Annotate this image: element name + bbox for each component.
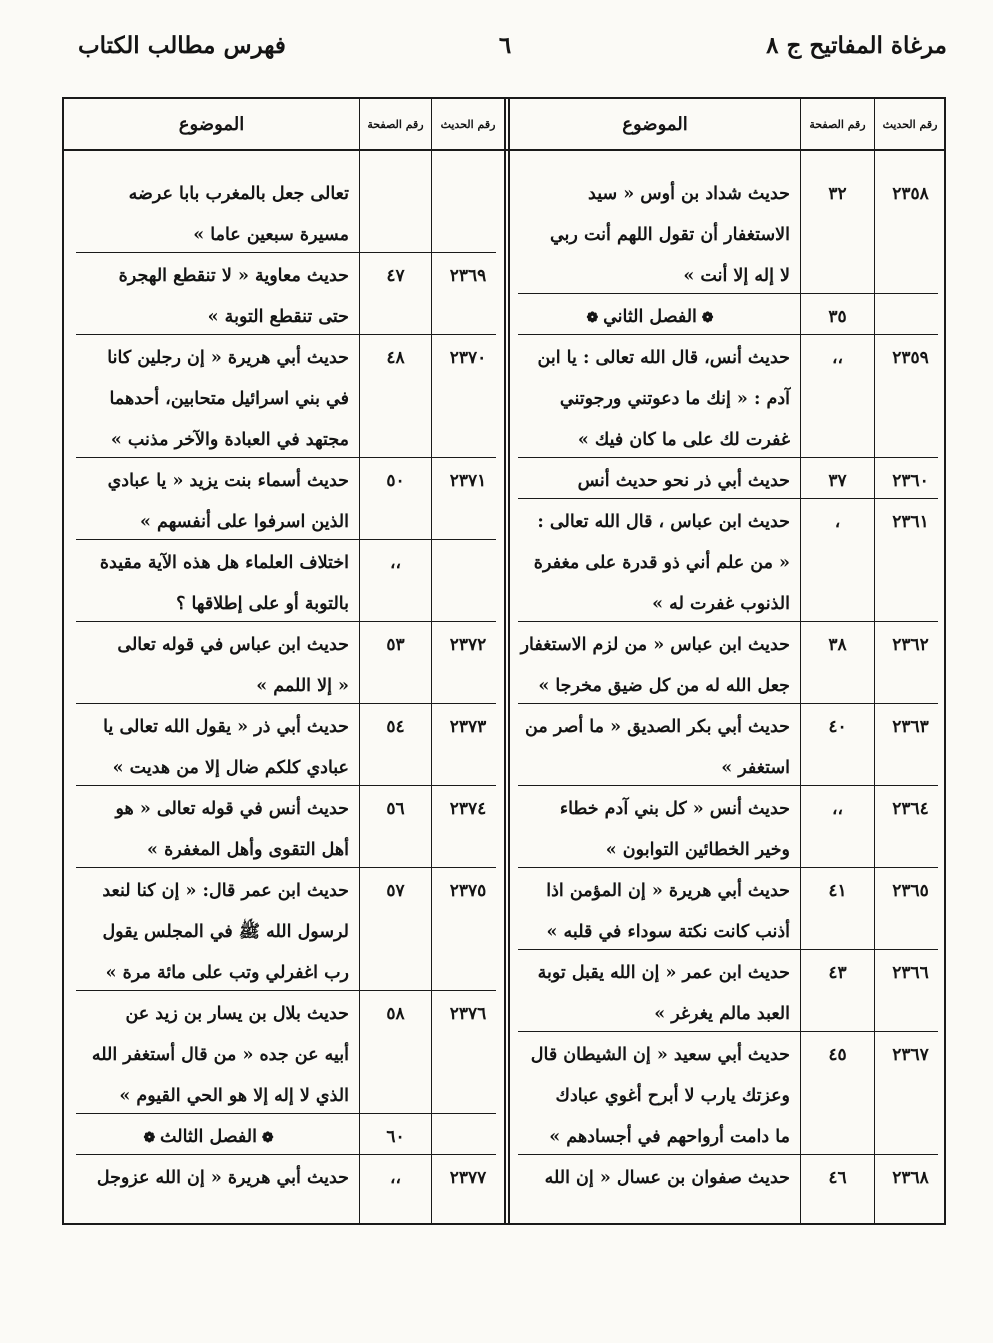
- topic-line: بالتوبة أو على إطلاقها ؟: [176, 594, 349, 614]
- section-title: الفصل الثالث: [160, 1127, 257, 1147]
- entry-separator: [76, 252, 496, 253]
- entry-separator: [518, 1031, 938, 1032]
- hadith-number: ٢٣٧٤: [449, 799, 487, 819]
- page-number-cell: ٣٢: [828, 184, 847, 204]
- ornament-icon: ❁: [586, 310, 604, 326]
- header-hadith-no: رقم الحديث: [882, 117, 938, 131]
- topic-line: حديث ابن عمر « إن الله يقبل توبة: [537, 963, 790, 983]
- entry-separator: [518, 1154, 938, 1155]
- header-topic: الموضوع: [622, 113, 688, 135]
- ornament-icon: ❁: [143, 1130, 161, 1146]
- page-number-cell: ٥٠: [386, 471, 405, 491]
- section-title: الفصل الثاني: [603, 307, 697, 327]
- entry-separator: [518, 334, 938, 335]
- hadith-number: ٢٣٧٥: [449, 881, 487, 901]
- hadith-number: ٢٣٥٨: [892, 184, 929, 204]
- topic-line: حديث أبي هريرة « إن المؤمن اذا: [546, 881, 790, 901]
- entry-separator: [76, 1154, 496, 1155]
- header-topic: الموضوع: [178, 113, 245, 135]
- ornament-icon: ❁: [696, 310, 714, 326]
- hadith-number: ٢٣٧١: [449, 471, 487, 491]
- hadith-number: ٢٣٦٤: [892, 799, 929, 819]
- topic-line: استغفر »: [721, 758, 790, 778]
- ornament-icon: ❁: [256, 1130, 274, 1146]
- entry-separator: [76, 457, 496, 458]
- topic-line: أذنب كانت نكتة سوداء في قلبه »: [546, 922, 790, 942]
- topic-line: حديث بلال بن يسار بن زيد عن: [125, 1004, 349, 1024]
- page-number-cell: ٤٣: [828, 963, 847, 983]
- page-number-cell: ٤٧: [386, 266, 405, 286]
- topic-line: رب اغفرلي وتب على مائة مرة »: [105, 963, 349, 983]
- page-number-cell: ٤٦: [828, 1168, 847, 1188]
- topic-line: في بني اسرائيل متحابين، أحدهما: [109, 389, 349, 409]
- page-number: ٦: [498, 32, 512, 59]
- entry-separator: [76, 785, 496, 786]
- topic-line: لرسول الله ﷺ في المجلس يقول: [102, 922, 349, 942]
- hadith-number: ٢٣٦٦: [892, 963, 929, 983]
- page-number-cell: ٣٧: [828, 471, 847, 491]
- page-number-cell: ٤٠: [828, 717, 847, 737]
- page-number-cell: ٣٨: [828, 635, 847, 655]
- topic-line: أهل التقوى وأهل المغفرة »: [147, 840, 349, 860]
- topic-line: حديث ابن عباس ، قال الله تعالى :: [537, 512, 790, 532]
- topic-line: تعالى جعل بالمغرب بابا عرضه: [128, 184, 349, 204]
- hadith-number: ٢٣٧٠: [449, 348, 487, 368]
- topic-line: حديث صفوان بن عسال « إن الله: [544, 1168, 790, 1188]
- entry-separator: [76, 1113, 496, 1114]
- topic-line: حديث ابن عباس في قوله تعالى: [117, 635, 349, 655]
- topic-line: حديث أبي هريرة « إن رجلين كانا: [107, 348, 349, 368]
- entry-separator: [518, 621, 938, 622]
- topic-line: لا إله إلا أنت »: [683, 266, 790, 286]
- hadith-number: ٢٣٦٢: [892, 635, 929, 655]
- topic-line: أبيه عن جده « من قال أستغفر الله: [91, 1045, 349, 1065]
- hadith-number: ٢٣٦٠: [892, 471, 929, 491]
- entry-separator: [518, 703, 938, 704]
- hadith-number: ٢٣٧٣: [449, 717, 487, 737]
- hadith-number: ٢٣٧٢: [449, 635, 487, 655]
- hadith-number: ٢٣٦١: [892, 512, 929, 532]
- hadith-number: ٢٣٧٧: [449, 1168, 487, 1188]
- entry-separator: [76, 990, 496, 991]
- topic-line: حديث أبي هريرة « إن الله عزوجل: [96, 1168, 349, 1188]
- topic-line: حتى تنقطع التوبة »: [207, 307, 349, 327]
- hadith-number: ٢٣٦٩: [449, 266, 487, 286]
- page-number-cell: ٤٥: [828, 1045, 847, 1065]
- section-heading: [510, 297, 790, 339]
- entry-separator: [76, 539, 496, 540]
- topic-line: حديث أنس في قوله تعالى « هو: [115, 799, 349, 819]
- entry-separator: [76, 703, 496, 704]
- topic-line: وعزتك يارب لا أبرح أغوي عبادك: [555, 1086, 790, 1106]
- page-number-cell: ،،: [832, 348, 843, 368]
- entry-separator: [518, 785, 938, 786]
- entry-separator: [518, 949, 938, 950]
- topic-line: مسيرة سبعين عاما »: [193, 225, 349, 245]
- running-head-book-title: مرغاة المفاتيح ج ٨: [766, 32, 947, 59]
- topic-line: حديث معاوية « لا تنقطع الهجرة: [118, 266, 349, 286]
- topic-line: حديث أنس « كل بني آدم خطاء: [559, 799, 790, 819]
- entry-separator: [518, 293, 938, 294]
- topic-line: العبد مالم يغرغر »: [654, 1004, 790, 1024]
- topic-line: مجتهد في العبادة والآخر مذنب »: [110, 430, 349, 450]
- header-page-no: رقم الصفحة: [367, 117, 424, 131]
- entry-separator: [76, 867, 496, 868]
- topic-line: « من علم أني ذو قدرة على مغفرة: [533, 553, 790, 573]
- index-table: [62, 97, 946, 1225]
- topic-line: حديث ابن عمر قال: « إن كنا لنعد: [102, 881, 349, 901]
- page-number-cell: ٥٦: [386, 799, 405, 819]
- hadith-number: ٢٣٥٩: [892, 348, 929, 368]
- hadith-number: ٢٣٦٥: [892, 881, 929, 901]
- page-number-cell: ٣٥: [828, 307, 847, 327]
- topic-line: حديث أنس، قال الله تعالى : يا ابن: [537, 348, 790, 368]
- topic-line: حديث أبي ذر نحو حديث أنس: [577, 471, 790, 491]
- topic-line: الاستغفار أن تقول اللهم أنت ربي: [549, 225, 790, 245]
- topic-line: حديث أبي بكر الصديق « ما أصر من: [525, 717, 790, 737]
- page-number-cell: ٤١: [828, 881, 847, 901]
- page-number-cell: ،،: [390, 1168, 401, 1188]
- topic-line: حديث شداد بن أوس « سيد: [588, 184, 790, 204]
- page-number-cell: ٤٨: [386, 348, 405, 368]
- entry-separator: [518, 867, 938, 868]
- hadith-number: ٢٣٦٣: [892, 717, 929, 737]
- page-number-cell: ،،: [832, 799, 843, 819]
- header-page-no: رقم الصفحة: [809, 117, 866, 131]
- page-number-cell: ٦٠: [386, 1127, 405, 1147]
- page-number-cell: ٥٨: [386, 1004, 405, 1024]
- topic-line: ما دامت أرواحهم في أجسادهم »: [549, 1127, 790, 1147]
- topic-line: حديث أبي ذر « يقول الله تعالى يا: [103, 717, 349, 737]
- page-number-cell: ٥٣: [386, 635, 405, 655]
- topic-line: عبادي كلكم ضال إلا من هديت »: [112, 758, 349, 778]
- topic-line: اختلاف العلماء هل هذه الآية مقيدة: [99, 553, 349, 573]
- page-number-cell: ٥٤: [386, 717, 405, 737]
- topic-line: غفرت لك على ما كان فيك »: [577, 430, 790, 450]
- hadith-number: ٢٣٦٧: [892, 1045, 929, 1065]
- page-number-cell: ،: [834, 512, 841, 532]
- section-heading: [68, 1117, 349, 1159]
- running-head-index-title: فهرس مطالب الكتاب: [78, 32, 286, 59]
- page-number-cell: ،،: [390, 553, 401, 573]
- page-number-cell: ٥٧: [386, 881, 405, 901]
- topic-line: جعل الله له من كل ضيق مخرجا »: [538, 676, 790, 696]
- hadith-number: ٢٣٦٨: [892, 1168, 929, 1188]
- topic-line: الذنوب غفرت له »: [652, 594, 790, 614]
- entry-separator: [76, 621, 496, 622]
- topic-line: الذين اسرفوا على أنفسهم »: [139, 512, 349, 532]
- header-hadith-no: رقم الحديث: [440, 117, 496, 131]
- topic-line: حديث أبي سعيد « إن الشيطان قال: [530, 1045, 790, 1065]
- topic-line: حديث أسماء بنت يزيد « يا عبادي: [107, 471, 349, 491]
- entry-separator: [518, 457, 938, 458]
- topic-line: وخير الخطائين التوابون »: [605, 840, 790, 860]
- topic-line: الذي لا إله إلا هو الحي القيوم »: [119, 1086, 349, 1106]
- topic-line: « إلا اللمم »: [256, 676, 349, 696]
- topic-line: آدم : « إنك ما دعوتني ورجوتني: [559, 389, 790, 409]
- hadith-number: ٢٣٧٦: [449, 1004, 487, 1024]
- entry-separator: [518, 498, 938, 499]
- topic-line: حديث ابن عباس « من لزم الاستغفار: [520, 635, 790, 655]
- entry-separator: [76, 334, 496, 335]
